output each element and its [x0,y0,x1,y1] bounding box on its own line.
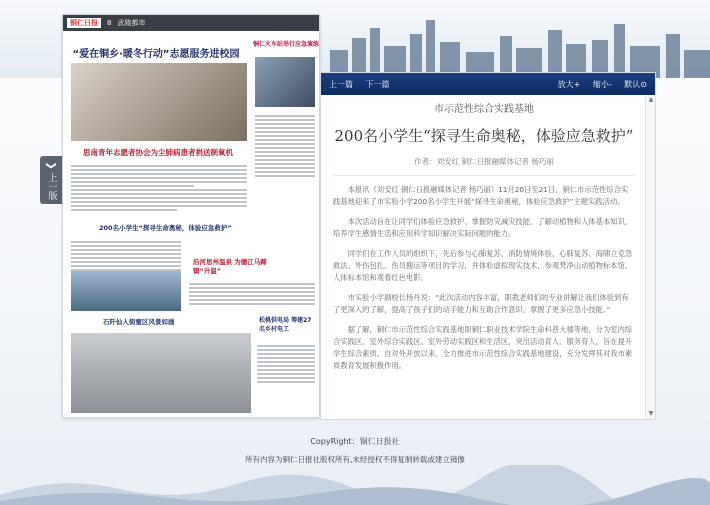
article-link-story2[interactable]: 200名小学生“探寻生命奥秘，体验应急救护” [99,224,232,232]
article-link-sub[interactable]: 思南青年志愿者协会为尘肺病患者捐送制氧机 [83,148,233,157]
page-number: 8 [107,19,112,27]
article-link-story5[interactable]: 松桃供电局 筹建27名乡村电工 [259,317,312,333]
scroll-up-icon[interactable]: ▲ [648,96,654,103]
reader-scrollbar[interactable] [645,95,655,419]
photo-bridge [71,333,251,413]
scroll-down-icon[interactable]: ▼ [648,410,654,417]
newspaper-logo: 铜仁日报 [67,18,101,28]
newspaper-page[interactable] [62,14,320,418]
text-columns-right [255,115,315,179]
section-name: 武陵都市 [117,19,146,27]
prev-article-link[interactable]: 上一篇 [329,79,353,89]
chevron-up-icon: ❮ [45,161,57,170]
reader-toolbar [321,73,655,95]
article-content [321,95,647,419]
footer-rights: 所有内容为铜仁日报社版权所有,未经授权不得复制转载或建立镜像 [245,455,465,464]
article-kicker: 市示范性综合实践基地 [434,104,534,115]
prev-page-tab[interactable] [40,156,62,204]
article-reader [320,72,656,420]
text-columns [71,165,247,213]
photo-lake [71,271,181,311]
article-paragraph: 同学们在工作人员的组织下，先后参与心肺复苏、消防情境体验、心肺复苏、海啸立克急救法、外伤包扎、伤员搬运等项目的学习，并体验虚拟现实技术，参观梵净山动植物标本馆、人体标本馆和观看红色电影。 [333,249,633,282]
photo-right [255,57,315,107]
article-paragraph: 据了解，铜仁市示范性综合实践基地即铜仁职业技术学院生命科普大楼等地，分为室内综合实践区、室外综合实践区、室外劳动实践区和生活区，突出活动育人、服务育人，旨在提升学生综合素质，自对外开放以来，全力推进市示范性综合实践基地建设，充分发挥其对我市素质教育发展积极作用。 [333,325,633,370]
page-footer [0,428,710,505]
article-link-story4[interactable]: 石阡仙人街蜜区风景如画 [103,318,175,326]
article-link-story3[interactable]: 沿河思州温泉 为德江马蹄镇“升温” [193,258,267,275]
default-size-button[interactable]: 默认⊙ [624,79,647,89]
photo-main [71,63,247,141]
text-columns-right2 [189,283,315,307]
newspaper-masthead [63,15,319,31]
prev-page-tab-label: 上一版 [46,173,57,200]
article-paragraph: 市实验小学副校长杨丹说：“此次活动内容丰富，职教老师们的专业讲解让我们体验到有了更深入的了解，提高了孩子们的动手能力和互助合作意识，掌握了更多应急小技能。” [333,293,629,314]
article-paragraph: 本次活动旨在让同学们体验应急救护、掌握防灾减灾技能，了解动植物和人体基本知识，培养学生感情生活和应用科学知识解决实际问题的能力。 [333,217,633,238]
article-paragraph: 本报讯（刘安红 铜仁日报融媒体记者 杨巧丽）11月20日至21日，铜仁市示范性综合实践基地迎来了市实验小学200名小学生开展“探寻生命奥秘，体验应急救护”主题实践活动。 [333,185,629,206]
next-article-link[interactable]: 下一篇 [365,79,390,89]
mountains-decoration [0,465,710,505]
zoom-out-button[interactable]: 缩小- [592,79,612,89]
zoom-in-button[interactable]: 放大+ [557,79,581,89]
article-link-main[interactable]: “爱在铜乡·暖冬行动”志愿服务进校园 [72,49,240,60]
text-columns-bottom [257,345,315,385]
article-link-right-top[interactable]: 铜仁火车站举行应急演练 [253,41,320,48]
footer-copyright: CopyRight：铜仁日报社 [310,437,400,446]
city-skyline-image [310,0,710,78]
article-title: 200名小学生“探寻生命奥秘，体验应急救护” [334,127,634,145]
article-byline: 作者：刘安红 铜仁日报融媒体记者 杨巧丽 [333,156,635,176]
